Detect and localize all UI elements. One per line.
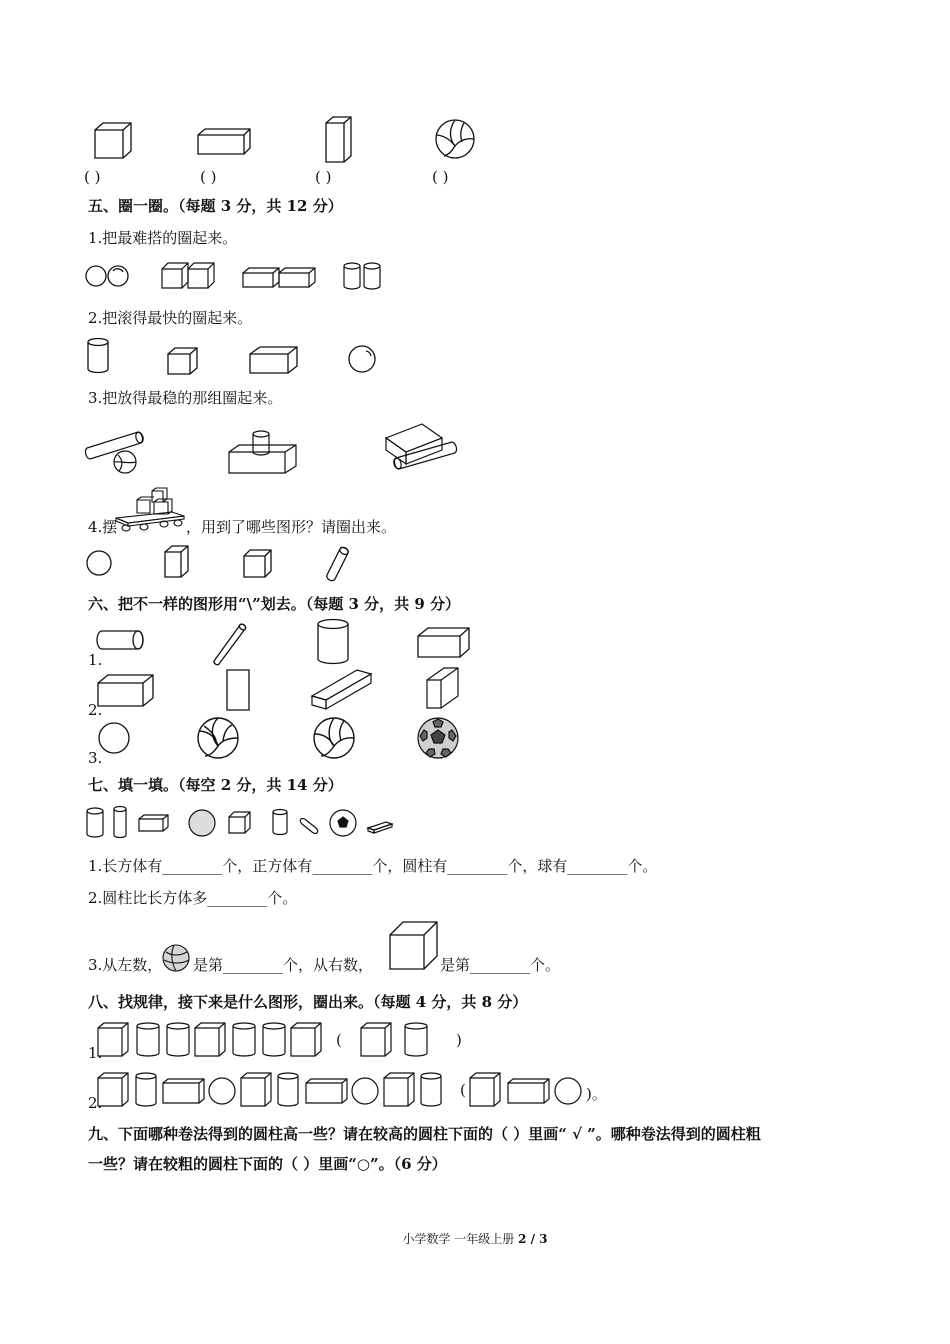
cuboid-on-cylinder-icon <box>382 420 460 470</box>
thin-slanted-cylinder-icon <box>210 620 250 666</box>
sec8-row2-open-paren: ( <box>460 1081 466 1099</box>
upright-cylinder-icon <box>315 618 351 666</box>
rectangle-icon <box>225 668 251 712</box>
cuboid-icon-4 <box>96 673 156 709</box>
sec6-row3-number: 3. <box>88 749 103 767</box>
sec5-q1: 1.把最难搭的圈起来。 <box>88 229 238 247</box>
blank-1[interactable]: ( ) <box>84 168 101 186</box>
lying-cylinder-icon <box>96 628 146 652</box>
tall-cuboid-icon <box>324 116 354 164</box>
blank-2[interactable]: ( ) <box>200 168 217 186</box>
sec8-row2-number: 2. <box>88 1094 103 1112</box>
pattern-row-2 <box>96 1070 586 1110</box>
sec7-q1: 1.长方体有________个，正方体有________个，圆柱有________个，球有________个。 <box>88 857 658 875</box>
two-cylinders-icon <box>341 261 385 291</box>
section9-line2: 一些？请在较粗的圆柱下面的（ ）里画“○”。（6 分） <box>88 1155 447 1173</box>
cube-icon <box>93 122 133 160</box>
cylinder-icon <box>85 337 111 375</box>
toy-cart-icon <box>114 488 186 532</box>
sec8-row2-close-paren: )。 <box>586 1085 607 1103</box>
footer-text: 小学数学 一年级上册 <box>402 1232 519 1246</box>
two-cuboids-icon <box>241 266 317 290</box>
page-number: 2 / 3 <box>518 1232 548 1246</box>
cuboid-icon <box>196 128 252 156</box>
section8-heading: 八、找规律，接下来是什么图形，圈出来。（每题 4 分，共 8 分） <box>88 993 528 1011</box>
soccer-ball-icon <box>416 716 460 760</box>
plain-sphere-icon <box>96 720 132 756</box>
big-cube-icon <box>388 920 440 972</box>
blank-3[interactable]: ( ) <box>315 168 332 186</box>
pattern-row-1 <box>96 1020 456 1060</box>
sec5-q2: 2.把滚得最快的圈起来。 <box>88 309 253 327</box>
sec8-row1-close-paren: ) <box>456 1031 462 1049</box>
sec7-q3-c: 是第________个。 <box>440 956 561 974</box>
cube-icon-2 <box>166 346 200 376</box>
section6-heading: 六、把不一样的图形用“\”划去。（每题 3 分，共 9 分） <box>88 595 460 613</box>
sec5-q3: 3.把放得最稳的那组圈起来。 <box>88 389 283 407</box>
volleyball-icon-3 <box>312 716 356 760</box>
sec7-q3-b: 是第________个，从右数， <box>193 956 374 974</box>
volleyball-icon <box>434 118 476 160</box>
sec8-row1-open-paren: ( <box>336 1031 342 1049</box>
section5-heading: 五、圈一圈。（每题 3 分，共 12 分） <box>88 197 343 215</box>
sphere-option-icon <box>85 548 115 578</box>
sec5-q4-prefix: 4.摆 <box>88 518 118 536</box>
sec5-q4-suffix: ，用到了哪些图形？请圈出来。 <box>186 518 397 536</box>
long-slanted-cuboid-icon <box>309 666 375 712</box>
page-footer <box>0 1230 950 1247</box>
small-slanted-cuboid-icon <box>424 666 464 712</box>
cuboid-icon-3 <box>416 626 472 660</box>
sec8-row1-number: 1. <box>88 1044 103 1062</box>
cuboid-icon-2 <box>248 345 300 375</box>
section9-line1: 九、下面哪种卷法得到的圆柱高一些？请在较高的圆柱下面的（ ）里画“ √ ”。哪种卷法得到的圆柱粗 <box>88 1125 761 1143</box>
cylinder-on-cuboid-icon <box>227 428 299 476</box>
sec6-row2-number: 2. <box>88 701 103 719</box>
rod-on-ball-group-icon <box>83 428 147 476</box>
two-spheres-icon <box>85 264 131 288</box>
section7-heading: 七、填一填。（每空 2 分，共 14 分） <box>88 776 343 794</box>
blank-4[interactable]: ( ) <box>432 168 449 186</box>
two-cubes-icon <box>160 262 218 290</box>
sec6-row1-number: 1. <box>88 651 103 669</box>
cuboid-option-icon <box>163 545 191 579</box>
volleyball-icon-2 <box>196 716 240 760</box>
slanted-cylinder-option-icon <box>322 545 352 581</box>
sec7-q3-a: 3.从左数， <box>88 956 163 974</box>
textured-ball-icon <box>160 942 194 976</box>
sec7-shapes-row <box>84 804 396 840</box>
sphere-icon <box>346 343 378 375</box>
cube-option-icon <box>242 548 274 580</box>
sec7-q2: 2.圆柱比长方体多________个。 <box>88 889 298 907</box>
